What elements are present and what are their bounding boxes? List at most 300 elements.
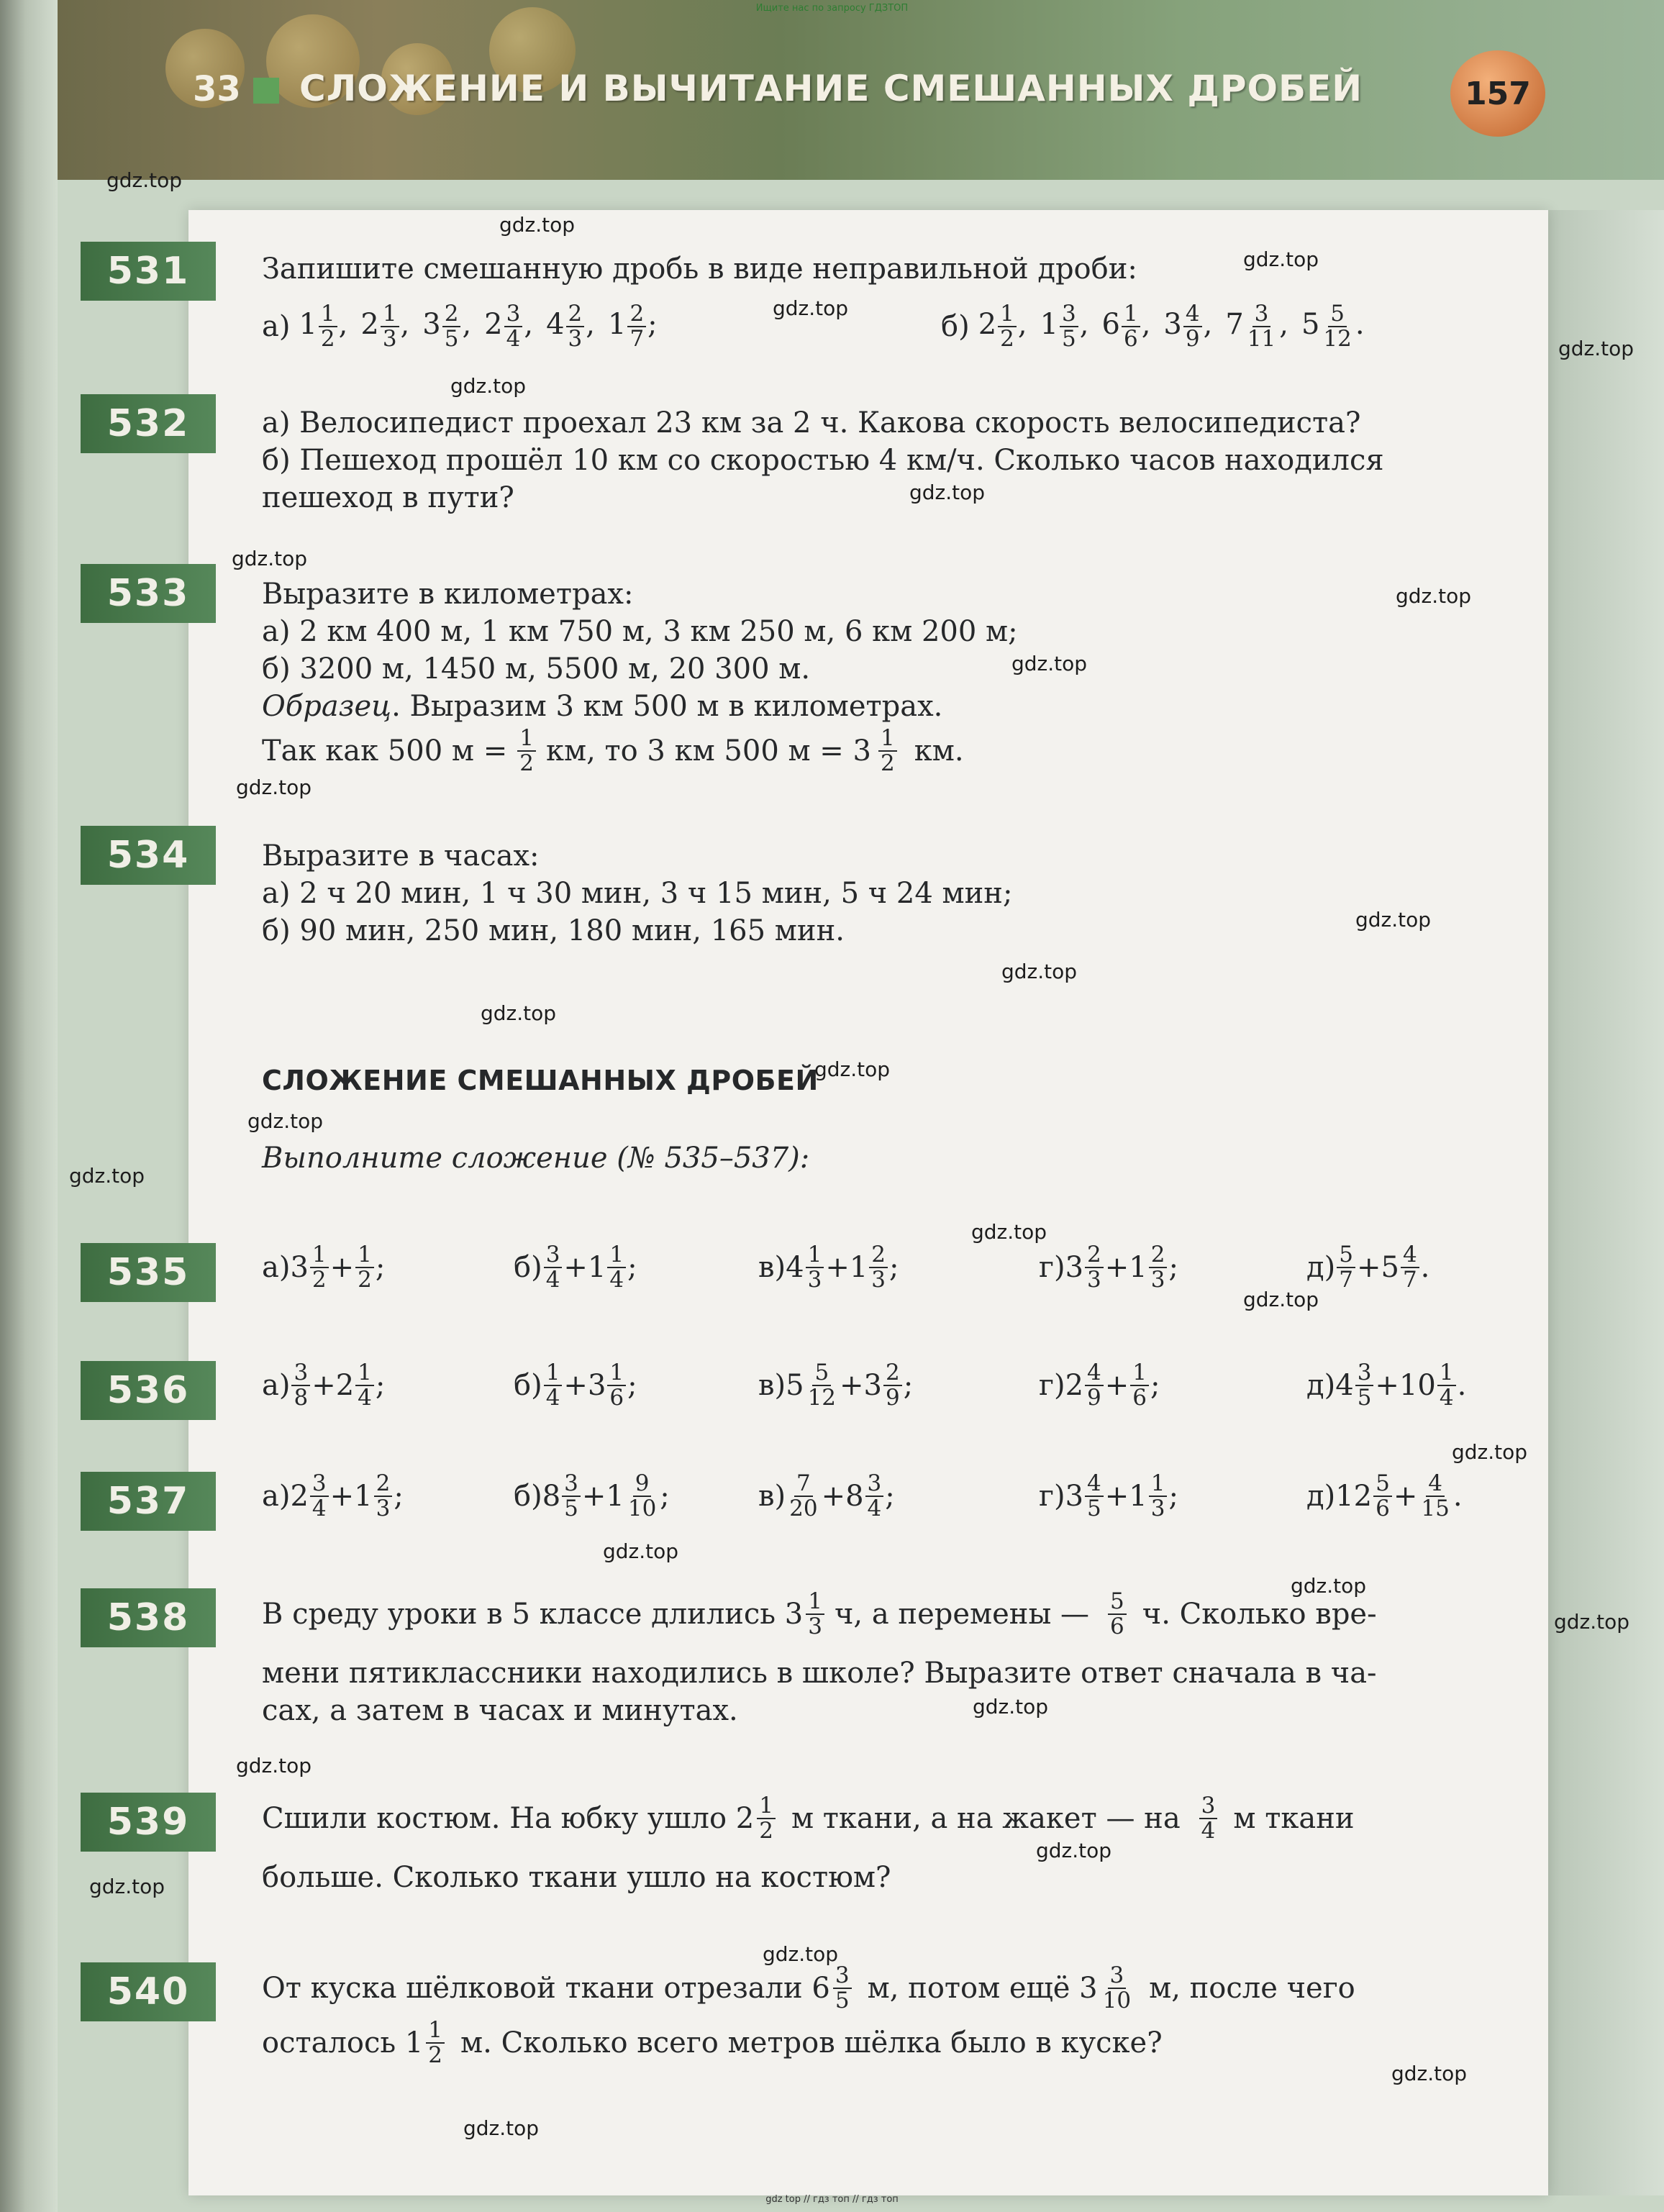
subsection-heading: СЛОЖЕНИЕ СМЕШАННЫХ ДРОБЕЙ [262, 1065, 819, 1096]
exercise-532-line: б) Пешеход прошёл 10 км со скоростью 4 км/ч. Сколько часов находился [262, 444, 1384, 477]
sum-item [758, 1361, 913, 1409]
numerator: 2 [869, 1243, 888, 1268]
exercise-532-line: а) Велосипедист проехал 23 км за 2 ч. Какова скорость велосипедиста? [262, 406, 1361, 440]
text: От куска шёлковой ткани отрезали 6 [262, 1971, 830, 2005]
fraction [806, 1243, 824, 1291]
denominator: 3 [1150, 1495, 1165, 1521]
item-label: г) [1039, 1479, 1065, 1513]
watermark-text: gdz.top [1558, 337, 1635, 360]
separator: ; [1168, 1250, 1178, 1284]
whole-part: 3 [863, 1368, 882, 1402]
item-label: д) [1306, 1479, 1336, 1513]
whole-part: 3 [422, 307, 441, 341]
sample-text: . Выразим 3 км 500 м в километрах. [391, 690, 943, 723]
separator: ; [885, 1479, 895, 1513]
mixed-number [1101, 301, 1151, 352]
denominator: 5 [1062, 325, 1076, 352]
sum-item [1039, 1243, 1178, 1291]
book-spine [0, 0, 58, 2212]
fraction [865, 1472, 884, 1520]
watermark-text: gdz.top [1396, 584, 1472, 608]
plus-sign: + [581, 1479, 606, 1513]
numerator: 1 [806, 1243, 824, 1268]
whole-part: 8 [542, 1479, 561, 1513]
denominator: 3 [807, 1266, 822, 1293]
numerator: 3 [1252, 302, 1271, 327]
fraction [626, 1472, 658, 1520]
bottom-watermark-link[interactable]: gdz top // гдз топ // гдз топ [765, 2194, 899, 2205]
sum-item [1039, 1361, 1160, 1409]
fraction [1183, 302, 1202, 350]
fraction [381, 302, 399, 350]
whole-part: 1 [607, 307, 627, 341]
sum-item [1306, 1472, 1463, 1520]
sum-item [1306, 1361, 1466, 1409]
whole-part: 3 [587, 1368, 606, 1402]
mixed-number [607, 301, 658, 352]
watermark-text: gdz.top [1452, 1440, 1528, 1464]
whole-part: 4 [1335, 1368, 1354, 1402]
exercise-540-line2 [262, 2018, 1163, 2067]
fraction: $\frac{3}{4}$ [1199, 1794, 1218, 1842]
fraction [319, 302, 337, 350]
fraction [1321, 302, 1353, 350]
watermark-text: gdz.top [1291, 1574, 1367, 1598]
section-number: 33 [193, 69, 241, 109]
numerator: 3 [865, 1472, 884, 1497]
denominator: 4 [312, 1495, 327, 1521]
sum-item [1306, 1243, 1429, 1291]
exercise-number-badge: 538 [81, 1588, 216, 1647]
numerator: 3 [544, 1243, 563, 1268]
numerator: 4 [1085, 1361, 1104, 1386]
separator: , [1279, 307, 1288, 341]
fraction [883, 1361, 902, 1409]
top-watermark-link[interactable]: Ищите нас по запросу ГДЗТОП [755, 3, 909, 14]
fraction [562, 1472, 581, 1520]
denominator: 6 [609, 1384, 624, 1411]
whole-part: 1 [606, 1479, 624, 1513]
numerator: 4 [1426, 1472, 1445, 1497]
separator: , [1141, 307, 1151, 341]
whole-part: 1 [849, 1250, 868, 1284]
fraction: $\frac{1}{2}$ [878, 727, 897, 775]
watermark-text: gdz.top [603, 1539, 679, 1563]
denominator: 5 [1357, 1384, 1372, 1411]
item-label: б) [514, 1479, 542, 1513]
exercise-number-badge: 536 [81, 1361, 216, 1420]
exercise-number-badge: 535 [81, 1243, 216, 1302]
item-label: д) [1306, 1250, 1336, 1284]
numerator: 2 [1085, 1243, 1104, 1268]
next-page-edge [1548, 210, 1664, 2195]
item-label: д) [1306, 1368, 1336, 1402]
watermark-text: gdz.top [247, 1109, 324, 1133]
watermark-text: gdz.top [106, 168, 183, 192]
fraction [310, 1472, 329, 1520]
text: м, после чего [1149, 1971, 1355, 2005]
mixed-number [1163, 301, 1213, 352]
fraction [1060, 302, 1078, 350]
whole-part: 1 [299, 307, 317, 341]
denominator: 6 [1123, 325, 1138, 352]
plus-sign: + [1356, 1250, 1381, 1284]
whole-part: 7 [1225, 307, 1244, 341]
exercise-532-line: пешеход в пути? [262, 481, 514, 514]
fraction [607, 1243, 626, 1291]
plus-sign: + [821, 1479, 846, 1513]
separator: ; [394, 1479, 404, 1513]
fraction [1401, 1243, 1419, 1291]
separator: , [1203, 307, 1213, 341]
numerator: 1 [355, 1361, 374, 1386]
separator: . [1452, 1479, 1463, 1513]
exercise-number-badge: 533 [81, 564, 216, 623]
watermark-text: gdz.top [971, 1220, 1047, 1244]
fraction: $\frac{3}{5}$ [833, 1964, 852, 2012]
label-b: б) [941, 309, 970, 343]
whole-part: 2 [360, 307, 379, 341]
fraction [1419, 1472, 1451, 1520]
numerator: 5 [1373, 1472, 1392, 1497]
denominator: 5 [444, 325, 459, 352]
mixed-number [422, 301, 472, 352]
watermark-text: gdz.top [1011, 652, 1088, 675]
denominator: 3 [376, 1495, 391, 1521]
label-a: а) [262, 309, 291, 343]
fraction-list-b [970, 302, 1365, 350]
item-label: а) [262, 1250, 291, 1284]
numerator: 1 [998, 302, 1017, 327]
text: Сшили костюм. На юбку ушло 2 [262, 1801, 755, 1835]
text: м, потом ещё 3 [867, 1971, 1098, 2005]
exercise-number-badge: 531 [81, 242, 216, 301]
exercise-531-row [262, 302, 658, 350]
fraction [627, 302, 646, 350]
example-text: Так как 500 м = [262, 734, 508, 768]
mixed-number [484, 301, 534, 352]
instruction-range: (№ 535–537): [607, 1142, 810, 1175]
item-label: а) [262, 1479, 291, 1513]
denominator: 3 [568, 325, 583, 352]
plus-sign: + [825, 1250, 850, 1284]
exercise-538-line: мени пятиклассники находились в школе? Выразите ответ сначала в ча- [262, 1657, 1377, 1690]
watermark-text: gdz.top [69, 1164, 145, 1188]
text: В среду уроки в 5 классе длились 3 [262, 1597, 804, 1631]
denominator: 4 [867, 1495, 882, 1521]
mixed-number [1040, 301, 1089, 352]
numerator: 7 [794, 1472, 813, 1497]
item-label: б) [514, 1250, 542, 1284]
fraction [869, 1243, 888, 1291]
denominator: 4 [545, 1266, 560, 1293]
fraction [1085, 1243, 1104, 1291]
exercise-531-text: Запишите смешанную дробь в виде неправильной дроби: [262, 252, 1137, 286]
whole-part: 8 [845, 1479, 864, 1513]
watermark-text: gdz.top [1001, 960, 1078, 983]
denominator: 2 [312, 1266, 327, 1293]
numerator: 1 [607, 1361, 626, 1386]
plus-sign: + [563, 1250, 588, 1284]
numerator: 4 [1183, 302, 1202, 327]
fraction-list-a [290, 302, 657, 350]
watermark-text: gdz.top [89, 1875, 165, 1898]
numerator: 1 [1122, 302, 1140, 327]
separator: ; [627, 1368, 637, 1402]
denominator: 3 [1087, 1266, 1101, 1293]
fraction: $\frac{1}{2}$ [517, 727, 536, 775]
whole-part: 2 [335, 1368, 355, 1402]
whole-part: 2 [1065, 1368, 1084, 1402]
sum-item [262, 1361, 385, 1409]
separator: ; [1168, 1479, 1178, 1513]
watermark-text: gdz.top [1554, 1610, 1630, 1634]
sample-label: Образец [262, 690, 392, 723]
numerator: 4 [1085, 1472, 1104, 1497]
exercise-number-badge: 537 [81, 1472, 216, 1531]
sum-item [514, 1361, 637, 1409]
denominator: 3 [1150, 1266, 1165, 1293]
exercise-540-line1 [262, 1964, 1355, 2012]
plus-sign: + [1375, 1368, 1399, 1402]
denominator: 11 [1247, 325, 1276, 352]
example-text: км. [914, 734, 964, 768]
separator: ; [375, 1368, 386, 1402]
mixed-number [1301, 301, 1365, 352]
separator: , [586, 307, 595, 341]
fraction [1149, 1472, 1168, 1520]
text: ч, а перемены — [834, 1597, 1090, 1631]
numerator: 2 [627, 302, 646, 327]
plus-sign: + [1393, 1479, 1418, 1513]
denominator: 3 [871, 1266, 886, 1293]
watermark-text: gdz.top [481, 1001, 557, 1025]
numerator: 5 [812, 1361, 831, 1386]
fraction: $\frac{1}{3}$ [806, 1590, 824, 1638]
whole-part: 12 [1335, 1479, 1373, 1513]
numerator: 3 [1355, 1361, 1374, 1386]
denominator: 12 [1323, 325, 1352, 352]
denominator: 12 [807, 1384, 837, 1411]
fraction [607, 1361, 626, 1409]
mixed-number [360, 301, 410, 352]
separator: ; [903, 1368, 914, 1402]
watermark-text: gdz.top [232, 547, 308, 570]
denominator: 4 [1439, 1384, 1454, 1411]
numerator: 1 [381, 302, 399, 327]
denominator: 7 [629, 325, 645, 352]
whole-part: 1 [1040, 307, 1059, 341]
whole-part: 3 [1163, 307, 1182, 341]
denominator: 15 [1421, 1495, 1450, 1521]
denominator: 5 [564, 1495, 578, 1521]
denominator: 4 [358, 1384, 372, 1411]
watermark-text: gdz.top [1036, 1839, 1112, 1862]
exercise-534-line: а) 2 ч 20 мин, 1 ч 30 мин, 3 ч 15 мин, 5 ч 24 мин; [262, 877, 1013, 910]
watermark-text: gdz.top [773, 296, 849, 320]
numerator: 3 [310, 1472, 329, 1497]
whole-part: 2 [978, 307, 997, 341]
fraction [1085, 1361, 1104, 1409]
denominator: 2 [320, 325, 335, 352]
whole-part: 5 [786, 1368, 804, 1402]
watermark-text: gdz.top [463, 2116, 540, 2140]
exercise-533-example [262, 727, 964, 775]
exercise-531-row-b [941, 302, 1365, 350]
exercise-538-line: сах, а затем в часах и минутах. [262, 1694, 738, 1727]
separator: . [1457, 1368, 1467, 1402]
sum-item [514, 1243, 637, 1291]
sum-item [514, 1472, 670, 1520]
instruction [262, 1144, 809, 1173]
page-number: 157 [1450, 50, 1545, 137]
fraction: $\frac{5}{6}$ [1108, 1590, 1127, 1638]
text: м. Сколько всего метров шёлка было в куске? [460, 2026, 1163, 2059]
denominator: 4 [545, 1384, 560, 1411]
numerator: 1 [310, 1243, 329, 1268]
whole-part: 3 [1065, 1250, 1084, 1284]
plus-sign: + [329, 1479, 355, 1513]
mixed-number [299, 301, 348, 352]
whole-part: 5 [1301, 307, 1320, 341]
numerator: 3 [1060, 302, 1078, 327]
watermark-text: gdz.top [236, 1754, 312, 1778]
watermark-text: gdz.top [236, 775, 312, 799]
plus-sign: + [840, 1368, 864, 1402]
fraction [355, 1361, 374, 1409]
example-text: км, то 3 км 500 м = 3 [545, 734, 871, 768]
separator: ; [889, 1250, 899, 1284]
whole-part: 4 [786, 1250, 804, 1284]
plus-sign: + [1104, 1368, 1129, 1402]
exercise-533-line: а) 2 км 400 м, 1 км 750 м, 3 км 250 м, 6 км 200 м; [262, 615, 1018, 648]
fraction [1373, 1472, 1392, 1520]
numerator: 1 [1437, 1361, 1456, 1386]
text: осталось 1 [262, 2026, 424, 2059]
watermark-text: gdz.top [1355, 908, 1432, 932]
denominator: 2 [358, 1266, 372, 1293]
whole-part: 1 [1129, 1479, 1147, 1513]
numerator: 2 [566, 302, 585, 327]
exercise-538-line1 [262, 1590, 1377, 1638]
denominator: 9 [1087, 1384, 1101, 1411]
whole-part: 6 [1101, 307, 1120, 341]
whole-part: 1 [587, 1250, 606, 1284]
watermark-text: gdz.top [1243, 1288, 1319, 1311]
exercise-539-line: больше. Сколько ткани ушло на костюм? [262, 1861, 891, 1894]
fraction: $\frac{3}{10}$ [1102, 1962, 1132, 2013]
text: м ткани, а на жакет — на [791, 1801, 1181, 1835]
numerator: 2 [374, 1472, 393, 1497]
sum-item [1039, 1472, 1178, 1520]
watermark-text: gdz.top [973, 1695, 1049, 1719]
exercise-number-badge: 540 [81, 1962, 216, 2021]
separator: , [462, 307, 472, 341]
whole-part: 10 [1399, 1368, 1436, 1402]
separator: , [338, 307, 348, 341]
separator: ; [660, 1479, 670, 1513]
numerator: 3 [504, 302, 523, 327]
watermark-text: gdz.top [1391, 2062, 1468, 2085]
fraction [1245, 302, 1278, 350]
fraction [998, 302, 1017, 350]
fraction [1122, 302, 1140, 350]
separator: , [1017, 307, 1027, 341]
text: ч. Сколько вре- [1142, 1597, 1377, 1631]
exercise-533-line: Выразите в километрах: [262, 578, 634, 611]
plus-sign: + [563, 1368, 588, 1402]
fraction: $\frac{1}{2}$ [757, 1794, 776, 1842]
watermark-text: gdz.top [763, 1942, 839, 1966]
denominator: 6 [1376, 1495, 1390, 1521]
whole-part: 5 [1381, 1250, 1399, 1284]
fraction [566, 302, 585, 350]
numerator: 2 [883, 1361, 902, 1386]
whole-part: 3 [1065, 1479, 1084, 1513]
numerator: 1 [1130, 1361, 1149, 1386]
item-label: в) [758, 1250, 786, 1284]
fraction: $\frac{1}{2}$ [426, 2018, 445, 2067]
sum-item [758, 1472, 895, 1520]
whole-part: 3 [290, 1250, 309, 1284]
fraction [291, 1361, 310, 1409]
numerator: 9 [633, 1472, 652, 1497]
fraction [374, 1472, 393, 1520]
exercise-number-badge: 532 [81, 394, 216, 453]
item-label: б) [514, 1368, 542, 1402]
denominator: 6 [1132, 1384, 1147, 1411]
exercise-534-line: Выразите в часах: [262, 839, 540, 873]
denominator: 4 [506, 325, 521, 352]
whole-part: 1 [1129, 1250, 1147, 1284]
fraction [504, 302, 523, 350]
denominator: 7 [1402, 1266, 1417, 1293]
fraction [355, 1243, 374, 1291]
exercise-number-badge: 539 [81, 1793, 216, 1852]
numerator: 5 [1328, 302, 1347, 327]
denominator: 3 [382, 325, 397, 352]
numerator: 3 [562, 1472, 581, 1497]
fraction [806, 1361, 838, 1409]
separator: ; [375, 1250, 386, 1284]
plus-sign: + [312, 1368, 336, 1402]
section-marker [253, 78, 279, 104]
watermark-text: gdz.top [499, 213, 576, 237]
fraction [1130, 1361, 1149, 1409]
text: м ткани [1233, 1801, 1355, 1835]
sum-item [262, 1243, 385, 1291]
item-label: в) [758, 1368, 786, 1402]
separator: . [1420, 1250, 1430, 1284]
mixed-number [978, 301, 1027, 352]
denominator: 10 [627, 1495, 657, 1521]
whole-part: 4 [546, 307, 565, 341]
numerator: 4 [1401, 1243, 1419, 1268]
item-label: в) [758, 1479, 786, 1513]
section-title: СЛОЖЕНИЕ И ВЫЧИТАНИЕ СМЕШАННЫХ ДРОБЕЙ [299, 68, 1363, 109]
whole-part: 1 [354, 1479, 373, 1513]
whole-part: 2 [484, 307, 503, 341]
denominator: 2 [1000, 325, 1014, 352]
numerator: 1 [1149, 1472, 1168, 1497]
sum-item [262, 1472, 404, 1520]
exercise-533-sample [262, 692, 942, 721]
item-label: г) [1039, 1368, 1065, 1402]
fraction [1337, 1243, 1355, 1291]
numerator: 1 [355, 1243, 374, 1268]
whole-part: 2 [290, 1479, 309, 1513]
exercise-number-badge: 534 [81, 826, 216, 885]
